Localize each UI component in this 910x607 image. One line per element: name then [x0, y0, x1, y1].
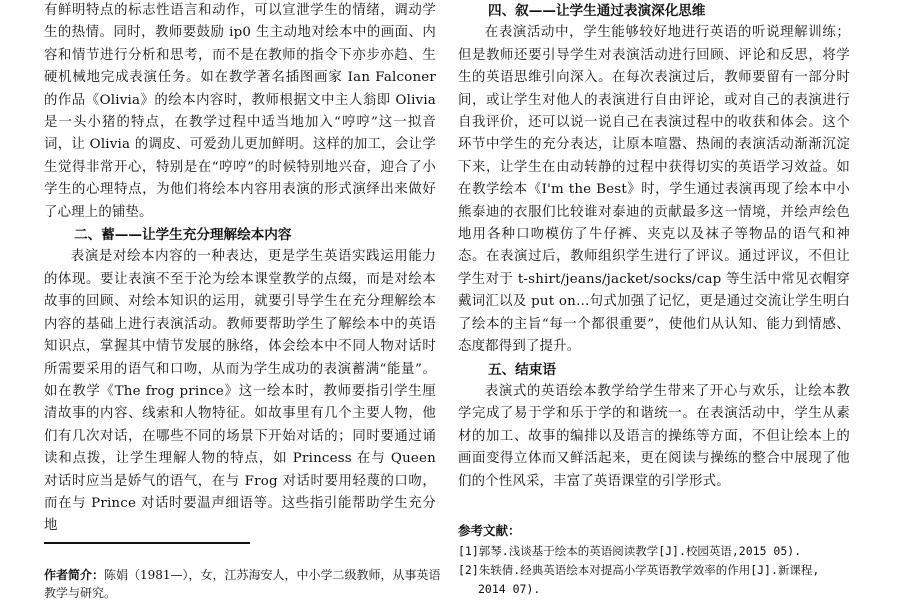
author-note-label: 作者简介： — [44, 568, 105, 582]
references-title: 参考文献： — [458, 523, 521, 538]
reference-item: [2]朱轶倩.经典英语绘本对提高小学英语教学效率的作用[J].新课程, — [458, 563, 820, 577]
footnote-divider — [44, 542, 250, 544]
body-paragraph: 表演式的英语绘本教学给学生带来了开心与欢乐，让绘本教学完成了易于学和乐于学的和谐统一。在表演活动中，学生从素材的加工、故事的编排以及语言的操练等方面，不但让绘本上的画面变得立体而又鲜活起来，更在阅读与操练的整合中展现了他们的个性风采，丰富了英语课堂的引学形式。 — [458, 383, 850, 489]
left-column — [44, 0, 436, 538]
section-heading: 二、蓄——让学生充分理解绘本内容 — [74, 227, 292, 244]
body-paragraph: 在表演活动中，学生能够较好地进行英语的听说理解训练；但是教师还要引导学生对表演活动进行回顾、评论和反思，将学生的英语思维引向深入。在每次表演过后，教师要留有一部分时间，或让学生对他人的表演进行自由评论，或对自己的表演进行自我评价，还可以说一说自己在表演过程中的收获和体会。这个环节中学生的充分表达，让原本喧嚣、热闹的表演活动渐渐沉淀下来，让学生在由动转静的过程中获得切实的英语学习效益。如在教学绘本《I'm the Best》时，学生通过表演再现了绘本中小熊泰迪的衣服们比较谁对泰迪的贡献最多这一情境，并绘声绘色地用各种口吻模仿了牛仔裤、夹克以及袜子等物品的语气和神态。在表演过后，教师组织学生进行了评议。通过评议，不但让学生对于 t-shirt/jeans/jacket/socks/cap 等生活中常见衣帽穿戴词汇以及 put on…句式加强了记忆，更是通过交流让学生明白了绘本的主旨“每一个都很重要”，使他们从认知、能力到情感、态度都得到了提升。 — [458, 25, 850, 355]
author-note-text: 陈娟（1981—），女，江苏海安人，中小学二级教师，从事英语教学与研究。 — [44, 568, 441, 600]
section-heading: 五、结束语 — [488, 361, 556, 378]
reference-item: [1]郭琴.浅谈基于绘本的英语阅读教学[J].校园英语,2015 05). — [458, 544, 802, 558]
author-note — [44, 566, 444, 602]
references-list — [458, 542, 878, 599]
right-column — [458, 0, 850, 493]
body-paragraph: 表演是对绘本内容的一种表达，更是学生英语实践运用能力的体现。要让表演不至于沦为绘本课堂教学的点缀，而是对绘本故事的回顾、对绘本知识的运用，就要引导学生在充分理解绘本内容的基础上进行表演活动。教师要帮助学生了解绘本中的英语知识点，掌握其中情节发展的脉络，体会绘本中不同人物对话时所需要采用的语气和口吻，从而为学生成功的表演蓄满“能量”。如在教学《The frog prince》这一绘本时，教师要指引学生厘清故事的内容、线索和人物特征。如故事里有几个主要人物，他们有几次对话，在哪些不同的场景下开始对话的；同时要通过诵读和点拨，让学生理解人物的特点，如 Princess 在与 Queen 对话时应当是娇气的语气，在与 Frog 对话时要用轻蔑的口吻，而在与 Prince 对话时要温声细语等。这些指引能帮助学生充分地 — [44, 249, 436, 534]
body-paragraph: 有鲜明特点的标志性语言和动作，可以宣泄学生的情绪，调动学生的热情。同时，教师要鼓励 ip0 生主动地对绘本中的画面、内容和情节进行分析和思考，而不是在教师的指令下亦步亦趋、生硬机械地完成表演任务。如在教学著名插图画家 Ian Falconer 的作品《Olivia》的绘本内容时，教师根据文中主人翁即 Olivia 是一头小猪的特点，在教学过程中适当地加入“哼哼”这一拟音词，让 Olivia 的调皮、可爱劲儿更加鲜明。这样的加工，会让学生觉得非常开心，特别是在“哼哼”的时候特别地兴奋，迎合了小学生的心理特点，为他们将绘本内容用表演的形式演绎出来做好了心理上的铺垫。 — [44, 3, 436, 220]
reference-item: 2014 07). — [478, 582, 541, 596]
section-heading: 四、叙——让学生通过表演深化思维 — [488, 3, 706, 19]
